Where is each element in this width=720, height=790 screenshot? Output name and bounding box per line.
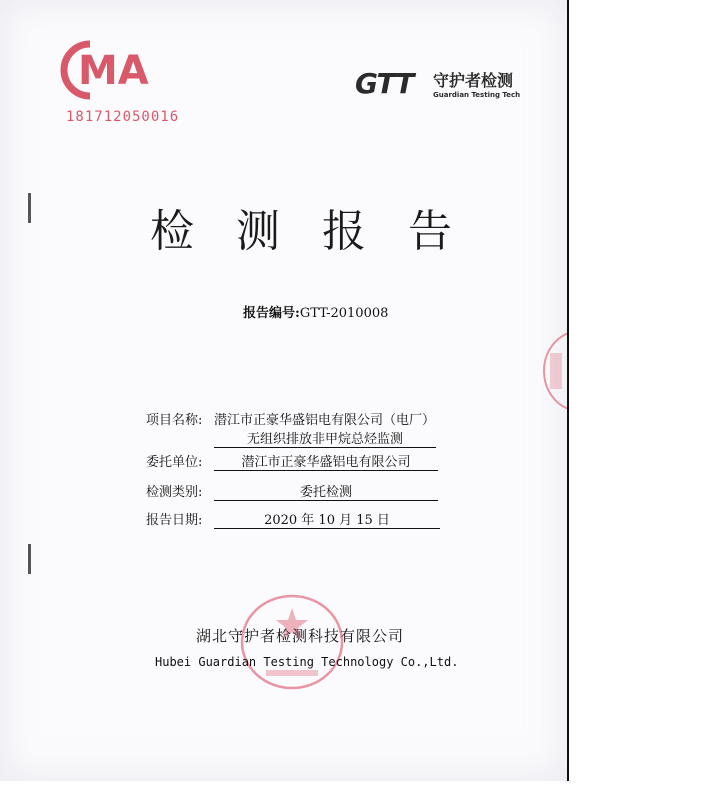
date-label: 报告日期: xyxy=(146,513,203,528)
gtt-logo-mark: GTT xyxy=(355,67,414,100)
cma-cert-number: 181712050016 xyxy=(66,109,180,125)
binding-mark-bottom xyxy=(28,544,31,574)
company-name-cn: 湖北守护者检测科技有限公司 xyxy=(196,627,405,645)
cma-logo-text: MA xyxy=(78,48,149,94)
category-label: 检测类别: xyxy=(146,485,203,500)
project-value-line2: 无组织排放非甲烷总烃监测 xyxy=(214,428,436,448)
project-label: 项目名称: xyxy=(146,413,203,428)
client-value: 潜江市正豪华盛铝电有限公司 xyxy=(214,451,438,471)
date-value: 2020 年 10 月 15 日 xyxy=(214,509,440,529)
binding-mark-top xyxy=(28,193,31,223)
category-value: 委托检测 xyxy=(214,481,438,501)
company-name-en: Hubei Guardian Testing Technology Co.,Ltd. xyxy=(155,655,459,669)
report-number-label: 报告编号: xyxy=(243,306,300,321)
project-value-line1: 潜江市正豪华盛铝电有限公司（电厂） xyxy=(214,413,436,428)
client-label: 委托单位: xyxy=(146,455,203,470)
gtt-logo-en: Guardian Testing Tech xyxy=(433,91,521,99)
seam-stamp xyxy=(540,328,567,414)
cma-logo xyxy=(60,38,182,100)
report-number-line xyxy=(243,302,388,321)
document-title: 检测报告 xyxy=(150,206,494,257)
gtt-logo-cn: 守护者检测 xyxy=(433,71,514,90)
gtt-logo xyxy=(355,67,525,104)
report-number: GTT-2010008 xyxy=(299,306,389,321)
